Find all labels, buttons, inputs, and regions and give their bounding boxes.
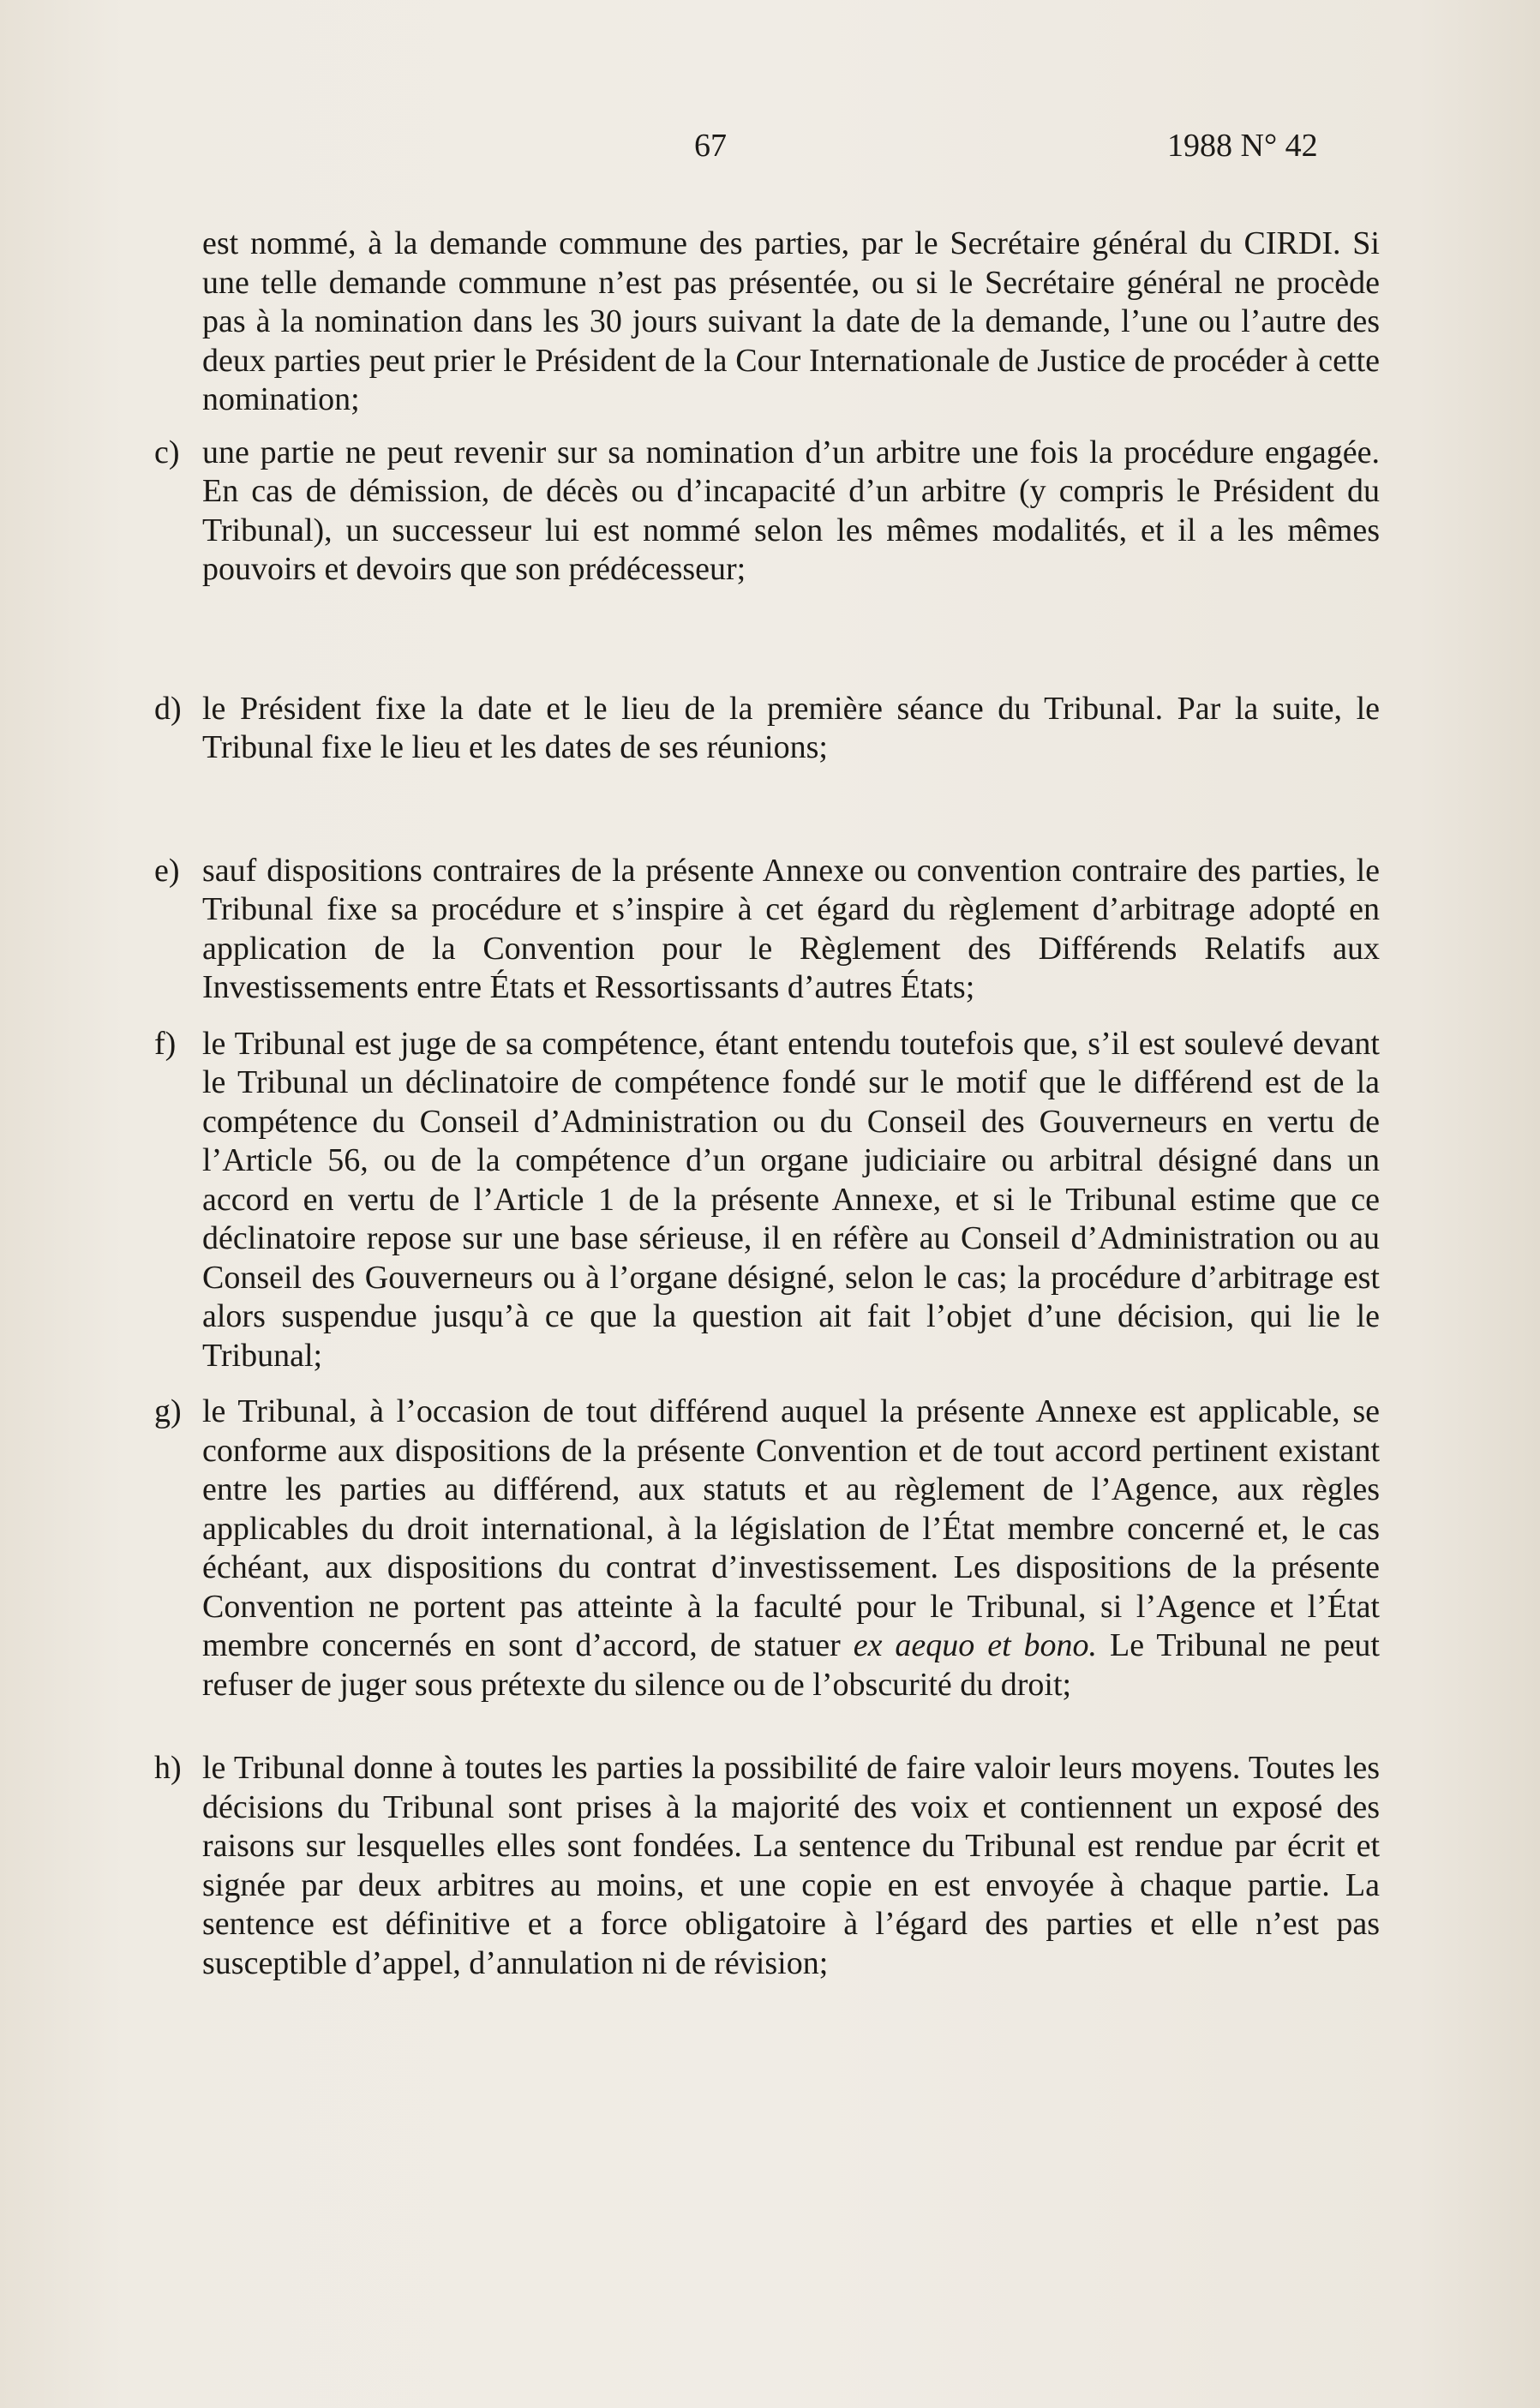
paragraph-item-e [154, 852, 1380, 1008]
paragraph-text: le Tribunal est juge de sa compétence, étant entendu toutefois que, s’il est soulevé devant le Tribunal un déclinatoire de compétence fondé sur le motif que le différend est de la compétence du Conseil d’Administration ou du Conseil des Gouverneurs en vertu de l’Article 56, ou de la compétence d’un organe judiciaire ou arbitral désigné dans un accord en vertu de l’Article 1 de la présente Annexe, et si le Tribunal estime que ce déclinatoire repose sur une base sérieuse, il en réfère au Conseil d’Administration ou au Conseil des Gouverneurs ou à l’organe désigné, selon le cas; la procédure d’arbitrage est alors suspendue jusqu’à ce que la question ait fait l’objet d’une décision, qui lie le Tribunal; [202, 1025, 1380, 1374]
paragraph-text: est nommé, à la demande commune des parties, par le Secrétaire général du CIRDI. Si une telle demande commune n’est pas présentée, ou si le Secrétaire général ne procède pas à la nomination dans les 30 jours suivant la date de la demande, l’une ou l’autre des deux parties peut prier le Président de la Cour Internationale de Justice de procéder à cette nomination; [202, 225, 1380, 417]
paragraph-text [202, 1393, 1380, 1704]
page-number: 67 [694, 128, 727, 164]
journal-year-and-number: 1988 N° 42 [1167, 128, 1318, 164]
paragraph-text-part: Le Tribunal ne peut refuser de juger sous prétexte du silence ou de l’obscurité du droit; [202, 1627, 1380, 1703]
item-label: e) [154, 852, 180, 889]
paragraph-text: le Président fixe la date et le lieu de la première séance du Tribunal. Par la suite, le Tribunal fixe le lieu et les dates de ses réunions; [202, 690, 1380, 765]
paragraph-text: une partie ne peut revenir sur sa nomination d’un arbitre une fois la procédure engagée. En cas de démission, de décès ou d’incapacité d’un arbitre (y compris le Président du Tribunal), un successeur lui est nommé selon les mêmes modalités, et il a les mêmes pouvoirs et devoirs que son prédécesseur; [202, 434, 1380, 587]
item-label: c) [154, 434, 180, 470]
article-body [154, 225, 1380, 1983]
paragraph-item-c [154, 434, 1380, 590]
paragraph-text: sauf dispositions contraires de la présente Annexe ou convention contraire des parties, le Tribunal fixe sa procédure et s’inspire à cet égard du règlement d’arbitrage adopté en application de la Convention pour le Règlement des Différends Relatifs aux Investissements entre États et Ressortissants d’autres États; [202, 852, 1380, 1005]
item-label: d) [154, 690, 182, 727]
paragraph-item-f [154, 1025, 1380, 1376]
paragraph-text: le Tribunal donne à toutes les parties la possibilité de faire valoir leurs moyens. Toutes les décisions du Tribunal sont prises à la majorité des voix et contiennent un exposé des raisons sur lesquelles elles sont fondées. La sentence du Tribunal est rendue par écrit et signée par deux arbitres au moins, et une copie en est envoyée à chaque partie. La sentence est définitive et a force obligatoire à l’égard des parties et elle n’est pas susceptible d’appel, d’annulation ni de révision; [202, 1750, 1380, 1981]
latin-phrase: ex aequo et bono. [853, 1627, 1098, 1663]
paragraph-item-g [154, 1393, 1380, 1704]
item-label: f) [154, 1025, 177, 1062]
paragraph-item-d [154, 690, 1380, 768]
item-label: g) [154, 1393, 182, 1429]
item-label: h) [154, 1750, 182, 1786]
paragraph-item-h [154, 1749, 1380, 1983]
paragraph-text-part: le Tribunal, à l’occasion de tout différend auquel la présente Annexe est applicable, se conforme aux dispositions de la présente Convention et de tout accord pertinent existant entre les parties au différend, aux statuts et au règlement de l’Agence, aux règles applicables du droit international, à la législation de l’État membre concerné et, le cas échéant, aux dispositions du contrat d’investissement. Les dispositions de la présente Convention ne portent pas atteinte à la faculté pour le Tribunal, si l’Agence et l’État membre concernés en sont d’accord, de statuer [202, 1393, 1380, 1663]
paragraph-continuation [154, 225, 1380, 420]
